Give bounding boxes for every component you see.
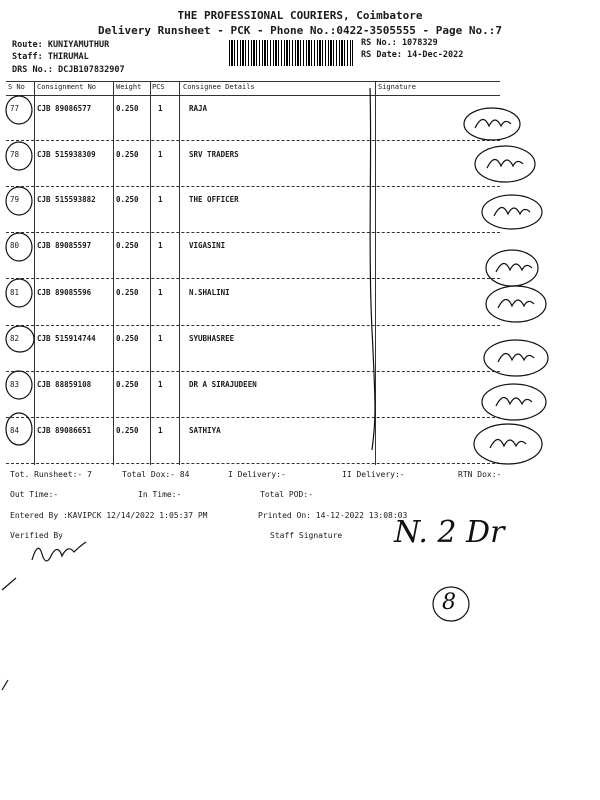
signature-mark <box>464 108 520 140</box>
pen-mark <box>2 578 16 590</box>
runsheet-title: THE PROFESSIONAL COURIERS, Coimbatore <box>177 9 423 22</box>
row-sno: 79 <box>10 195 20 204</box>
row-consignee: RAJA <box>189 104 208 113</box>
handwritten-delivered-note: N. 2 Dr <box>394 515 505 550</box>
row-sno: 80 <box>10 241 20 250</box>
ii-delivery: II Delivery:- <box>342 470 405 479</box>
row-consignment: CJB 515593882 <box>37 195 96 204</box>
row-consignee: SATHIYA <box>189 426 221 435</box>
row-pcs: 1 <box>158 380 163 389</box>
rs-date: RS Date: 14-Dec-2022 <box>361 50 464 60</box>
row-weight: 0.250 <box>116 150 139 159</box>
row-weight: 0.250 <box>116 380 139 389</box>
entered-by: Entered By :KAVIPCK 12/14/2022 1:05:37 PM <box>10 511 208 520</box>
signature-mark <box>486 286 546 322</box>
row-pcs: 1 <box>158 104 163 113</box>
row-weight: 0.250 <box>116 426 139 435</box>
row-weight: 0.250 <box>116 334 139 343</box>
sno-circle <box>6 279 32 307</box>
verified-signature <box>32 542 86 561</box>
signature-mark <box>486 250 538 286</box>
staff-signature-label: Staff Signature <box>270 531 343 540</box>
row-consignment: CJB 89086651 <box>37 426 92 435</box>
row-pcs: 1 <box>158 195 163 204</box>
sno-circle <box>6 96 32 124</box>
row-weight: 0.250 <box>116 288 139 297</box>
sno-circle <box>6 142 32 170</box>
signature-mark <box>475 146 535 182</box>
signature-stroke <box>370 88 375 450</box>
staff-label: Staff: THIRUMAL <box>12 52 89 62</box>
sno-circle <box>6 326 34 352</box>
row-consignment: CJB 89086577 <box>37 104 92 113</box>
row-consignee: N.SHALINI <box>189 288 230 297</box>
row-consignee: VIGASINI <box>189 241 226 250</box>
printed-on: Printed On: 14-12-2022 13:08:03 <box>258 511 408 520</box>
row-pcs: 1 <box>158 334 163 343</box>
signature-mark <box>474 424 542 464</box>
sno-circle <box>6 233 32 261</box>
row-consignee: SRV TRADERS <box>189 150 239 159</box>
sno-circle <box>6 371 32 399</box>
total-pod: Total POD:- <box>260 490 313 499</box>
row-sno: 82 <box>10 334 20 343</box>
row-pcs: 1 <box>158 150 163 159</box>
signature-mark <box>484 340 548 376</box>
row-consignee: SYUBHASREE <box>189 334 235 343</box>
col-weight: Weight <box>116 83 142 91</box>
row-weight: 0.250 <box>116 195 139 204</box>
rtn-dox: RTN Dox:- <box>458 470 502 479</box>
sno-circle <box>6 187 32 215</box>
row-sno: 81 <box>10 288 20 297</box>
col-consignee: Consignee Details <box>183 83 255 91</box>
row-weight: 0.250 <box>116 241 139 250</box>
row-consignment: CJB 89085596 <box>37 288 92 297</box>
col-sno: S No <box>8 83 25 91</box>
verified-by: Verified By <box>10 531 63 540</box>
tot-runsheet: Tot. Runsheet:- 7 <box>10 470 92 479</box>
col-consignment: Consignment No <box>37 83 97 91</box>
row-sno: 84 <box>10 426 20 435</box>
pen-mark <box>2 680 8 690</box>
row-weight: 0.250 <box>116 104 139 113</box>
col-signature: Signature <box>378 83 416 91</box>
col-pcs: PCS <box>152 83 165 91</box>
sno-circle <box>6 413 32 445</box>
in-time: In Time:- <box>138 490 182 499</box>
row-pcs: 1 <box>158 426 163 435</box>
row-consignment: CJB 88859108 <box>37 380 92 389</box>
handwritten-count: 8 <box>442 590 456 615</box>
row-consignee: DR A SIRAJUDEEN <box>189 380 257 389</box>
row-consignment: CJB 515914744 <box>37 334 96 343</box>
row-sno: 77 <box>10 104 20 113</box>
row-pcs: 1 <box>158 288 163 297</box>
drs-number: DRS No.: DCJB107832907 <box>12 65 125 75</box>
rs-number: RS No.: 1078329 <box>361 38 438 48</box>
out-time: Out Time:- <box>10 490 59 499</box>
row-consignment: CJB 89085597 <box>37 241 92 250</box>
row-sno: 83 <box>10 380 20 389</box>
row-consignment: CJB 515938309 <box>37 150 96 159</box>
route-label: Route: KUNIYAMUTHUR <box>12 40 110 50</box>
row-sno: 78 <box>10 150 20 159</box>
row-consignee: THE OFFICER <box>189 195 239 204</box>
signature-mark <box>482 384 546 420</box>
total-dox: Total Dox:- 84 <box>122 470 190 479</box>
row-pcs: 1 <box>158 241 163 250</box>
runsheet-subtitle: Delivery Runsheet - PCK - Phone No.:0422-3505555 - Page No.:7 <box>98 24 502 37</box>
signature-mark <box>482 195 542 229</box>
i-delivery: I Delivery:- <box>228 470 286 479</box>
